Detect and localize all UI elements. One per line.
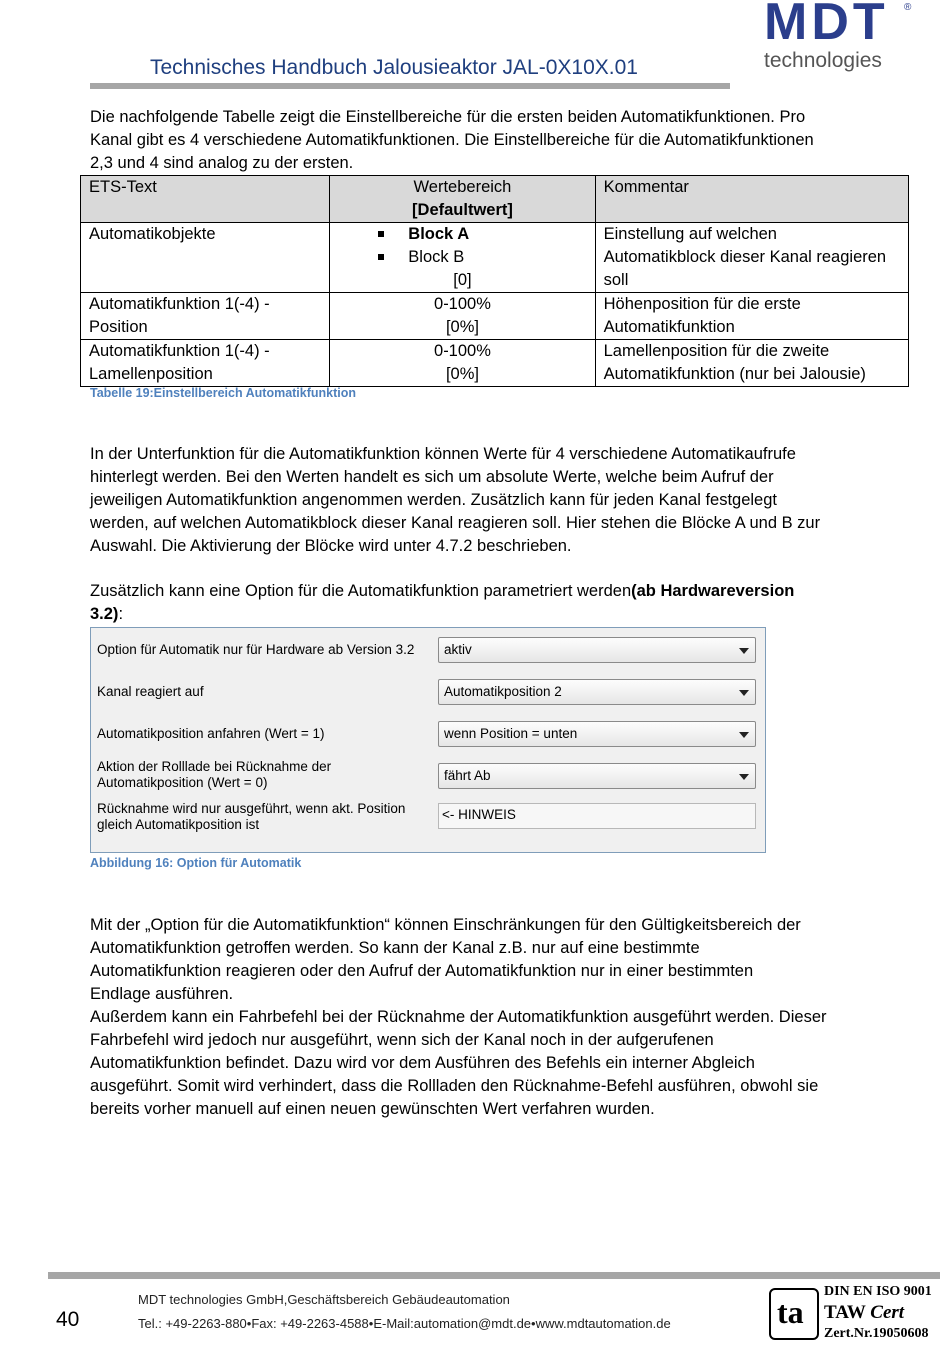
body-line: werden, auf welchen Automatikblock dieser Kanal reagieren soll. Hier stehen die Blöcke A und B zur — [90, 514, 821, 532]
cert-logo-letters: ta — [777, 1294, 804, 1330]
select-value: aktiv — [444, 642, 472, 657]
option-hardware-version: 3.2) — [90, 605, 119, 623]
body-line: jeweiligen Automatikfunktion angenommen werden. Zusätzlich kann für jeden Kanal festgelegt — [90, 491, 777, 509]
parameter-dialog — [90, 627, 766, 853]
dialog-label-line: Automatikposition (Wert = 0) — [97, 775, 268, 790]
table-row — [81, 223, 909, 293]
dialog-label-line: Aktion der Rolllade bei Rücknahme der — [97, 759, 332, 774]
kanal-reagiert-select[interactable] — [438, 679, 756, 705]
dropdown-arrow-icon — [739, 648, 749, 654]
logo-wordmark: MDT — [764, 0, 889, 51]
body-line: Automatikfunktion befindet. Dazu wird vor dem Ausführen des Befehls ein interner Abgleich — [90, 1054, 755, 1072]
select-value: wenn Position = unten — [444, 726, 578, 741]
header-default-label: [Defaultwert] — [412, 201, 513, 219]
cell-ets-line: Position — [89, 318, 148, 336]
dialog-label — [97, 684, 204, 700]
intro-line: 2,3 und 4 sind analog zu der ersten. — [90, 154, 354, 172]
body-line: Außerdem kann ein Fahrbefehl bei der Rücknahme der Automatikfunktion ausgeführt werden. Dieser — [90, 1008, 827, 1026]
cell-ets — [81, 223, 330, 293]
logo-registered-mark: ® — [904, 2, 912, 13]
table-caption: Tabelle 19:Einstellbereich Automatikfunktion — [90, 386, 357, 400]
cell-range-value: 0-100% — [434, 342, 491, 360]
cell-default: [0%] — [445, 318, 479, 336]
cell-comment-line: Automatikfunktion — [603, 318, 735, 336]
option-hardware-note: (ab Hardwareversion — [631, 582, 795, 600]
cert-number: Zert.Nr.19050608 — [824, 1326, 929, 1341]
dialog-label — [97, 759, 331, 791]
option-automatik-select[interactable] — [438, 637, 756, 663]
page-number: 40 — [56, 1308, 80, 1331]
cell-comment-line: Automatikfunktion (nur bei Jalousie) — [603, 365, 866, 383]
body-line: Mit der „Option für die Automatikfunktion“ können Einschränkungen für den Gültigkeitsbereich der — [90, 916, 801, 934]
cell-default: [0%] — [445, 365, 479, 383]
dialog-label-line: Automatikposition anfahren (Wert = 1) — [97, 726, 325, 741]
taw-cert-logo — [769, 1288, 819, 1340]
cell-comment — [595, 340, 908, 387]
body-line: Automatikfunktion reagieren oder den Aufruf der Automatikfunktion nur in einer bestimmten — [90, 962, 754, 980]
body-line: ausgeführt. Somit wird verhindert, dass die Rollladen den Rücknahme-Befehl ausführen, obwohl sie — [90, 1077, 819, 1095]
cell-comment-line: Höhenposition für die erste — [603, 295, 801, 313]
cert-name-cert: Cert — [870, 1302, 905, 1323]
option-colon: : — [118, 605, 124, 623]
cert-name — [824, 1301, 932, 1325]
body-line: Automatikfunktion getroffen werden. So kann der Kanal z.B. nur auf eine bestimmte — [90, 939, 700, 957]
header-ets-text: ETS-Text — [81, 176, 330, 223]
figure-caption: Abbildung 16: Option für Automatik — [90, 856, 302, 870]
body-line: Endlage ausführen. — [90, 985, 234, 1003]
settings-table — [80, 175, 909, 387]
mdt-logo — [760, 2, 920, 74]
explanation-paragraph — [90, 914, 880, 1121]
dialog-label-line: Option für Automatik nur für Hardware ab Version 3.2 — [97, 642, 415, 657]
table-row — [81, 293, 909, 340]
cell-ets — [81, 293, 330, 340]
body-line: bereits vorher manuell auf einen neuen gewünschten Wert verfahren wurden. — [90, 1100, 655, 1118]
dialog-label-line: Rücknahme wird nur ausgeführt, wenn akt. Position — [97, 801, 406, 816]
logo-subtitle: technologies — [764, 49, 882, 72]
cell-ets-line: Lamellenposition — [89, 365, 213, 383]
dialog-label — [97, 642, 414, 658]
table-header-row — [81, 176, 909, 223]
cell-comment-line: Einstellung auf welchen — [603, 225, 777, 243]
body-line: In der Unterfunktion für die Automatikfunktion können Werte für 4 verschiedene Automatikaufrufe — [90, 445, 796, 463]
body-line: Fahrbefehl wird jedoch nur ausgeführt, wenn sich der Kanal noch in der aufgerufenen — [90, 1031, 714, 1049]
dialog-label-line: gleich Automatikposition ist — [97, 817, 260, 832]
hinweis-value: <- HINWEIS — [442, 807, 516, 822]
cell-ets-line: Automatikobjekte — [89, 225, 216, 243]
hinweis-field — [438, 803, 756, 829]
cell-ets-line: Automatikfunktion 1(-4) - — [89, 342, 270, 360]
certification-text — [824, 1283, 932, 1343]
body-line: Auswahl. Die Aktivierung der Blöcke wird unter 4.7.2 beschrieben. — [90, 537, 572, 555]
cell-range-value: 0-100% — [434, 295, 491, 313]
intro-line: Die nachfolgende Tabelle zeigt die Einstellbereiche für die ersten beiden Automatikfunktionen. Pro — [90, 108, 806, 126]
footer-rule — [48, 1272, 940, 1279]
select-value: fährt Ab — [444, 768, 491, 783]
header-range-label: Wertebereich — [413, 178, 512, 196]
dropdown-arrow-icon — [739, 732, 749, 738]
cell-ets-line: Automatikfunktion 1(-4) - — [89, 295, 270, 313]
cell-range — [330, 293, 595, 340]
cell-comment — [595, 223, 908, 293]
cert-standard: DIN EN ISO 9001 — [824, 1284, 932, 1299]
footer-company: MDT technologies GmbH,Geschäftsbereich Gebäudeautomation — [138, 1292, 510, 1307]
cell-comment-line: Lamellenposition für die zweite — [603, 342, 830, 360]
dropdown-arrow-icon — [739, 690, 749, 696]
cert-name-taw: TAW — [824, 1302, 866, 1323]
header-range — [330, 176, 595, 223]
select-value: Automatikposition 2 — [444, 684, 562, 699]
cell-comment-line: Automatikblock dieser Kanal reagieren — [603, 248, 887, 266]
cell-default: [0] — [453, 271, 472, 289]
cell-range — [330, 223, 595, 293]
dialog-label-line: Kanal reagiert auf — [97, 684, 204, 699]
table-row — [81, 340, 909, 387]
aktion-ruecknahme-select[interactable] — [438, 763, 756, 789]
cell-range — [330, 340, 595, 387]
document-title: Technisches Handbuch Jalousieaktor JAL-0X10X.01 — [150, 56, 638, 79]
automatikposition-anfahren-select[interactable] — [438, 721, 756, 747]
dropdown-arrow-icon — [739, 774, 749, 780]
option-item: Block A — [378, 223, 586, 246]
cell-comment-line: soll — [603, 271, 629, 289]
cell-ets — [81, 340, 330, 387]
body-paragraph — [90, 443, 880, 558]
dialog-label — [97, 726, 325, 742]
option-list — [338, 223, 586, 269]
option-paragraph — [90, 580, 880, 626]
footer-contact: Tel.: +49-2263-880•Fax: +49-2263-4588•E-Mail:automation@mdt.de•www.mdtautomation.de — [138, 1316, 671, 1331]
intro-line: Kanal gibt es 4 verschiedene Automatikfunktionen. Die Einstellbereiche für die Automatikfunktionen — [90, 131, 814, 149]
dialog-label — [97, 801, 405, 833]
option-text: Zusätzlich kann eine Option für die Automatikfunktion parametriert werden — [90, 582, 632, 600]
body-line: hinterlegt werden. Bei den Werten handelt es sich um absolute Werte, welche beim Aufruf der — [90, 468, 774, 486]
option-item: Block B — [378, 246, 586, 269]
intro-paragraph — [90, 106, 880, 175]
header-comment: Kommentar — [595, 176, 908, 223]
header-rule — [90, 83, 730, 89]
cell-comment — [595, 293, 908, 340]
